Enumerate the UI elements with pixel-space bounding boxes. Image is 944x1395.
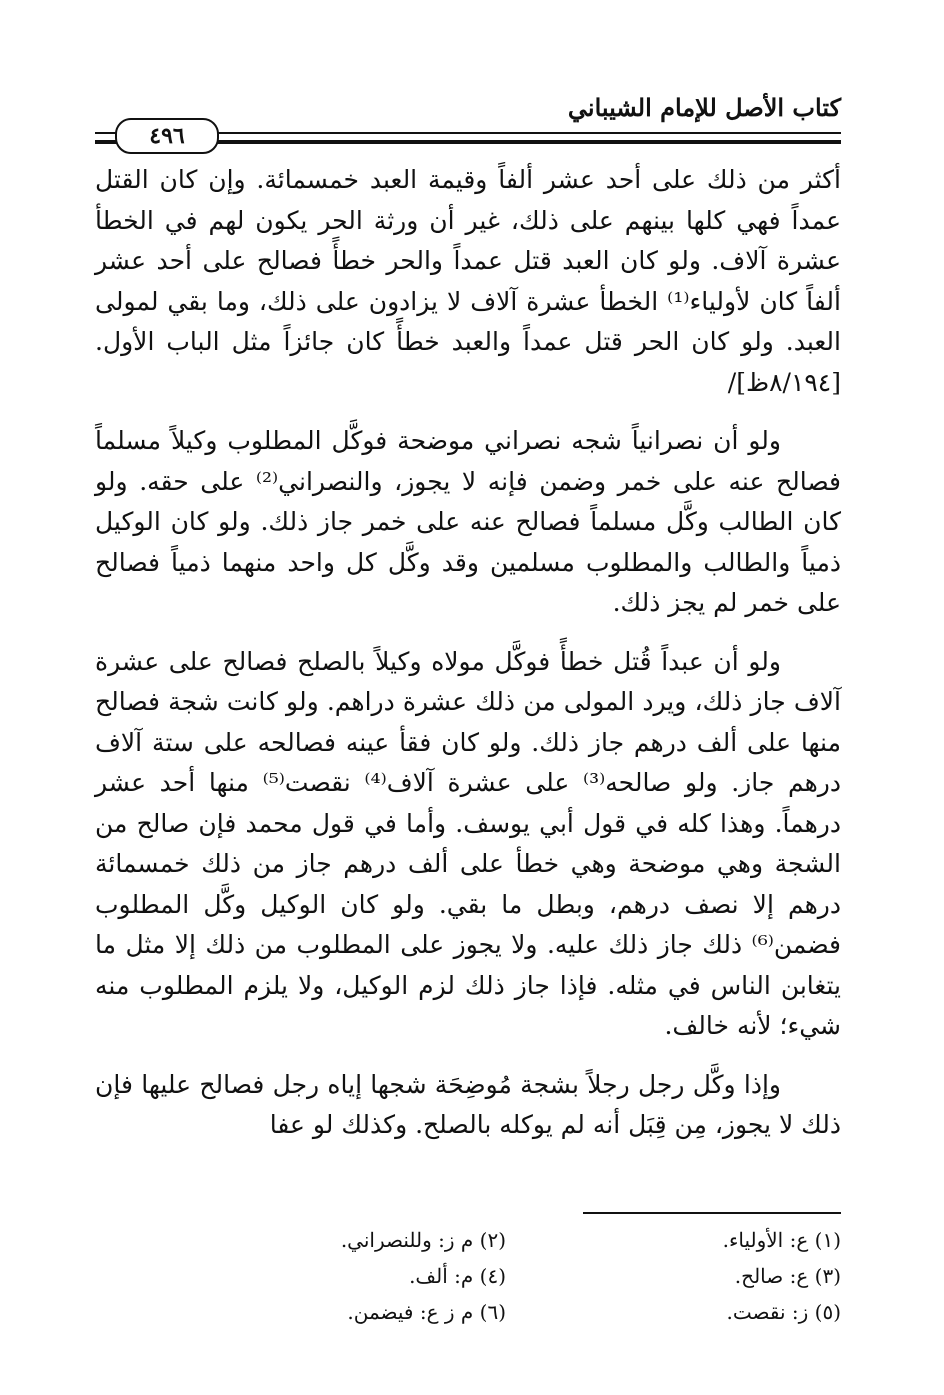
paragraph: وإذا وكَّل رجل رجلاً بشجة مُوضِحَة شجها إياه رجل فصالح عليها فإن ذلك لا يجوز، مِن قِبَل أنه لم يوكله بالصلح. وكذلك لو عفا: [95, 1069, 841, 1139]
footnote-separator: [583, 1212, 841, 1214]
footnote-text: م: ألف.: [409, 1264, 474, 1288]
footnote-number: (٢): [479, 1228, 506, 1252]
footnote-number: (٤): [479, 1264, 506, 1288]
footnote-text: م ز ع: فيضمن.: [347, 1300, 474, 1324]
footnotes: [95, 1222, 841, 1330]
footnote: [171, 1222, 506, 1258]
footnote-number: (٦): [479, 1300, 506, 1324]
footnote-row: [95, 1258, 841, 1294]
footnote: [506, 1294, 841, 1330]
page-number: ٤٩٦: [115, 118, 219, 154]
main-text: [95, 160, 841, 1164]
footnote-number: (٥): [814, 1300, 841, 1324]
footnote-text: ز: نقصت.: [726, 1300, 809, 1324]
running-title: كتاب الأصل للإمام الشيباني: [567, 93, 841, 122]
paragraph: أكثر من ذلك على أحد عشر ألفاً وقيمة العبد خمسمائة. وإن كان القتل عمداً فهي كلها بينهم على ذلك، غير أن ورثة الحر يكون لهم في الخطأ عشرة آلاف. ولو كان العبد قتل عمداً والحر خطأً فصالح على أحد عشر ألفاً كان لأولياء⁽¹⁾ الخطأ عشرة آلاف لا يزادون على ذلك، وما بقي لمولى العبد. ولو كان الحر قتل عمداً والعبد خطأً كان جائزاً مثل الباب الأول. [٨/١٩٤ظ]/: [95, 165, 841, 397]
footnote-number: (٣): [814, 1264, 841, 1288]
paragraph: ولو أن عبداً قُتل خطأً فوكَّل مولاه وكيلاً بالصلح فصالح على عشرة آلاف جاز ذلك، ويرد المولى من ذلك عشرة دراهم. ولو كانت شجة فصالح منها على ألف درهم جاز ذلك. ولو كان فقأ عينه فصالحه على ستة آلاف درهم جاز. ولو صالحه⁽³⁾ على عشرة آلاف⁽⁴⁾ نقصت⁽⁵⁾ منها أحد عشر درهماً. وهذا كله في قول أبي يوسف. وأما في قول محمد فإن صالح من الشجة وهي موضحة وهي خطأ على ألف درهم جاز من ذلك خمسمائة درهم إلا نصف درهم، وبطل ما بقي. ولو كان الوكيل وكَّل المطلوب فضمن⁽⁶⁾ ذلك جاز ذلك عليه. ولا يجوز على المطلوب من ذلك إلا مثل ما يتغابن الناس في مثله. فإذا جاز ذلك لزم الوكيل، ولا يلزم المطلوب منه شيء؛ لأنه خالف.: [95, 646, 841, 1040]
paragraph: ولو أن نصرانياً شجه نصراني موضحة فوكَّل المطلوب وكيلاً مسلماً فصالح عنه على خمر وضمن فإنه لا يجوز، والنصراني⁽²⁾ على حقه. ولو كان الطالب وكَّل مسلماً فصالح عنه على خمر جاز ذلك. ولو كان الوكيل ذمياً والطالب والمطلوب مسلمين وقد وكَّل كل واحد منهما ذمياً فصالح على خمر لم يجز ذلك.: [95, 426, 841, 617]
footnote: [171, 1258, 506, 1294]
footnote-row: [95, 1222, 841, 1258]
footnote: [506, 1222, 841, 1258]
footnote-text: ع: صالح.: [734, 1264, 809, 1288]
footnote: [506, 1258, 841, 1294]
footnote: [171, 1294, 506, 1330]
footnote-text: م ز: وللنصراني.: [340, 1228, 474, 1252]
footnote-row: [95, 1294, 841, 1330]
footnote-text: ع: الأولياء.: [722, 1228, 809, 1252]
footnote-number: (١): [814, 1228, 841, 1252]
